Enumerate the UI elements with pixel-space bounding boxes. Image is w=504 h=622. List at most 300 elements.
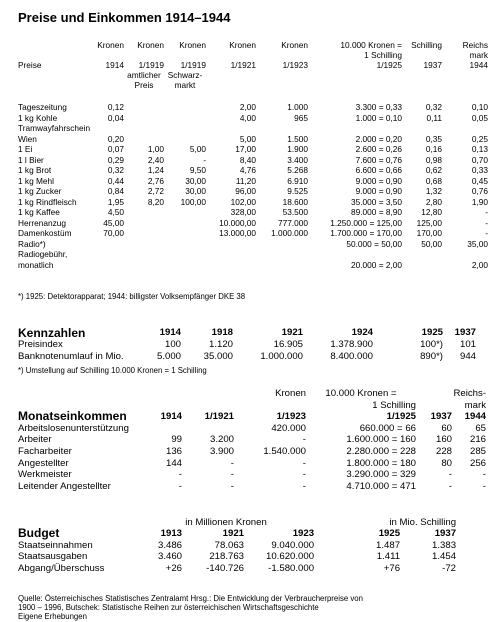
table-cell [124,134,164,145]
table-cell: 328,00 [230,207,256,217]
table-cell: 777.000 [278,217,308,228]
row-label: Abgang/Überschuss [18,562,105,574]
table-cell [256,239,308,250]
column-header: 1944 [464,411,486,423]
row-label: 1 kg Kohle [18,112,58,123]
table-cell: 8,40 [239,154,256,165]
table-cell: 0,98 [425,154,442,165]
column-header [442,70,488,80]
table-cell: - [178,480,182,492]
table-cell: 1.540.000 [263,445,306,457]
table-row [18,186,488,197]
table-cell: 1.250.000 = 125,00 [330,217,402,228]
table-cell: 1,00 [147,144,164,154]
table-cell: - [302,457,306,469]
table-cell: 4,00 [239,112,256,123]
table-cell: 89.000 = 8,90 [351,207,402,217]
table-cell: 2,00 [471,259,488,270]
row-label: Facharbeiter [18,445,72,457]
table-cell: 218.763 [209,551,244,563]
table-cell: 3.290.000 = 329 [346,469,416,481]
column-header: mark [464,399,486,411]
table-row [18,563,486,574]
table-cell: 2,72 [147,186,164,196]
column-header [206,50,256,60]
row-label: 1 kg Kaffee [18,207,60,217]
column-header [88,80,124,90]
column-header: 1937 [423,60,442,70]
table-cell: 0,13 [471,144,488,154]
table-cell: 96,00 [235,186,256,196]
table-cell: -72 [442,562,457,574]
column-header: 1 Schilling [364,50,402,60]
column-header: Kronen [229,40,256,50]
table-cell: 1,32 [425,186,442,196]
column-header [256,70,308,80]
table-cell [456,551,486,562]
table-cell: - [302,480,306,492]
column-header: 1944 [469,60,488,70]
row-label: Herrenanzug [18,217,66,228]
row-label: Preisindex [18,339,63,350]
table-cell: 99 [171,434,182,446]
row-label: Werkmeister [18,469,72,481]
table-cell [164,207,206,218]
column-header: 1/1921 [230,60,256,70]
table-cell: 125,00 [416,217,442,228]
table-cell [308,249,402,260]
table-cell: 35,00 [467,238,488,249]
table-header-row [18,70,488,80]
table-cell: 13.000,00 [219,228,256,238]
table-cell: 10.000,00 [219,217,256,228]
source-line: Quelle: Österreichisches Statistisches Zentralamt Hrsg.: Die Entwicklung der Verbraucherpreise von [18,594,363,603]
table-cell: 1.411 [376,551,401,563]
table-cell: 0,33 [471,165,488,175]
row-label: Wien [18,133,37,144]
column-header: 1/1919 [180,60,206,70]
column-header: Kronen [137,40,164,50]
table-cell: - [230,469,234,481]
table-cell [164,113,206,124]
table-header-row [18,528,486,539]
table-cell: 1.000 [287,102,308,112]
table-cell [124,123,164,134]
table-row [18,207,488,218]
table-cell: - [230,457,234,469]
table-cell: 0,11 [426,112,442,123]
table-cell: 35.000 = 3,50 [351,196,402,207]
table-cell: - [448,469,452,481]
table-cell: 1,90 [471,196,488,207]
table-cell: 0,05 [471,112,488,123]
table-cell: 16.905 [273,339,303,350]
row-label: Tramwayfahrschein [18,123,91,133]
table-cell: 8,20 [147,196,164,207]
table-cell: 1.000.000 [271,228,308,238]
column-header: Schilling [411,40,442,50]
table-cell: 45,00 [103,217,124,228]
table-cell: 1.500 [287,133,308,144]
table-cell: 0,68 [425,175,442,186]
table-cell [164,123,206,134]
table-cell: 80 [441,457,452,469]
column-header [256,80,308,90]
table-cell [402,249,442,260]
column-header [456,528,486,539]
page-title: Preise und Einkommen 1914–1944 [18,10,231,25]
table-cell [402,123,442,134]
table-row [18,446,486,458]
column-header: mark [469,50,488,60]
table-cell: 0,12 [107,102,124,112]
table-header-row [18,517,486,528]
table-cell [124,113,164,124]
table-row [18,144,488,155]
table-row [18,102,488,113]
table-cell: 18.600 [282,196,308,207]
table-row [18,249,488,260]
table-header-row [18,327,476,339]
table-cell: 20.000 = 2,00 [351,259,402,270]
table-row [18,339,476,351]
source-line: Eigene Erhebungen [18,612,87,621]
table-cell: 1,95 [107,196,124,207]
table-cell: - [302,469,306,481]
column-header [256,50,308,60]
table-row [18,134,488,145]
table-cell [88,249,124,260]
table-row [18,228,488,239]
section-title: Monatseinkommen [18,409,127,424]
table-cell: 4.710.000 = 471 [346,480,416,492]
column-header [206,70,256,80]
table-cell: 35.000 [203,351,233,362]
prices-table [18,40,488,270]
column-header: amtlicher [127,70,161,80]
table-cell [308,123,402,134]
row-label: Staatsausgaben [18,551,88,563]
table-row [18,155,488,166]
table-cell: 1.600.000 = 160 [346,434,416,446]
column-label [18,40,88,50]
table-cell: 0,16 [425,144,442,154]
table-cell [164,249,206,260]
row-label: Arbeiter [18,434,52,446]
column-header: 1/1919 [138,60,164,70]
table-cell: - [485,207,488,217]
table-cell: 9,50 [189,165,206,175]
table-cell [88,123,124,134]
table-cell: 8.400.000 [330,351,373,362]
table-cell: 2,80 [425,196,442,207]
table-cell: 0,29 [107,154,124,165]
table-row [18,469,486,481]
column-header [18,388,148,400]
row-label: 1 kg Brot [18,165,52,175]
row-label: monatlich [18,259,54,270]
table-cell [442,249,488,260]
column-header [308,80,402,90]
table-cell: 0,45 [471,175,488,186]
table-cell: 1.900 [287,144,308,154]
table-cell: 100,00 [180,196,206,207]
table-cell: - [178,469,182,481]
table-cell: 17,00 [235,144,256,154]
table-cell: 100*) [420,339,443,350]
column-header: 1925 [421,327,443,338]
table-cell [124,239,164,250]
column-header: Kronen [275,388,306,399]
table-cell: 9.040.000 [271,539,315,551]
column-header: 10.000 Kronen = [340,40,402,50]
table-cell: 78.063 [214,539,244,551]
table-cell: 944 [459,351,476,362]
column-header: 1/1925 [386,411,416,423]
table-cell: 160 [435,434,452,446]
table-cell: 9.525 [287,186,308,196]
table-row [18,239,488,250]
table-header-row [18,388,486,400]
table-cell: - [448,480,452,492]
table-cell: +26 [165,562,182,574]
table-cell: 1.120 [208,339,233,350]
table-row [18,458,486,470]
table-cell [256,260,308,271]
table-cell: 101 [459,339,476,350]
table-cell: 3.900 [209,445,234,457]
table-row [18,434,486,446]
table-cell: 2,40 [147,154,164,165]
row-label: 1 kg Mehl [18,175,54,186]
table-cell [164,134,206,145]
column-header: 1918 [211,327,233,338]
table-cell: 0,70 [471,154,488,165]
column-label [18,70,88,80]
table-cell: 0,76 [471,186,488,196]
table-cell: 256 [469,457,486,469]
table-cell: 5,00 [189,144,206,154]
table-cell [256,123,308,134]
row-label: Tageszeitung [18,102,67,112]
table-cell: 144 [165,457,182,469]
table-cell [124,218,164,229]
row-label: Damenkostüm [18,228,72,238]
table-cell: - [485,217,488,228]
table-cell: 1.383 [432,539,457,551]
table-cell: 5.268 [287,165,308,175]
column-header: 1924 [351,327,373,338]
column-header [182,388,234,400]
table-cell: 1.000 = 0,10 [355,112,402,123]
column-header [402,80,442,90]
kennzahlen-table [18,327,476,363]
column-header: 1913 [160,528,182,540]
table-cell: 50.000 = 50,00 [346,238,402,249]
table-row [18,551,486,562]
table-cell [164,218,206,229]
table-cell: 53.500 [282,207,308,217]
column-header [308,70,402,80]
table-cell: 2,00 [239,102,256,112]
column-header: 1914 [160,411,182,423]
table-cell: 285 [469,445,486,457]
table-header-row [18,80,488,90]
table-cell [124,228,164,239]
table-cell: 3.400 [287,154,308,165]
table-cell [124,260,164,271]
table-cell: 3.486 [157,539,182,551]
table-cell [206,123,256,134]
column-header: Preis [134,80,154,90]
table-cell [88,239,124,250]
table-cell [88,260,124,271]
table-cell: 965 [294,112,308,123]
row-label: Staatseinnahmen [18,539,93,551]
table-cell: 216 [469,434,486,446]
source-note [18,594,363,621]
table-cell [124,207,164,218]
column-header [164,50,206,60]
table-header-row [18,411,486,423]
column-header: Reichs- [453,388,486,399]
monatseinkommen-table [18,388,486,492]
table-cell [164,228,206,239]
column-header: 1/1923 [282,60,308,70]
table-cell: 3.300 = 0,33 [355,102,402,112]
table-cell: 9.000 = 0,90 [355,186,402,196]
table-cell: 5.000 [156,351,181,362]
row-label: Banknotenumlauf in Mio. [18,351,124,362]
table-cell [182,423,234,435]
table-cell: 2.600 = 0,26 [355,144,402,154]
column-header [416,400,452,412]
table-cell: 70,00 [103,228,124,238]
table-cell [164,102,206,113]
column-header: Schwarz- [167,70,203,80]
table-row [18,423,486,435]
table-cell: 3.200 [209,434,234,446]
row-label: 1 kg Rindfleisch [18,196,77,207]
table-cell: 1.454 [432,551,457,563]
table-cell: - [203,154,206,165]
column-header: 1925 [378,528,401,540]
table-cell: 1.378.900 [330,339,373,350]
table-cell: 1.800.000 = 180 [346,457,416,469]
table-cell: 0,20 [107,133,124,144]
table-cell [206,260,256,271]
row-label: Radio*) [18,238,46,249]
table-row [18,481,486,493]
row-label: Radiogebühr, [18,249,68,259]
table-cell [456,540,486,551]
column-group-header: in Mio. Schilling [389,517,457,528]
table-cell: 0,10 [471,102,488,112]
column-label: Preise [18,60,42,70]
table-cell: 0,62 [425,165,442,175]
column-header [402,50,442,60]
column-header: 1937 [454,327,476,338]
table-cell: 0,32 [107,165,124,175]
column-header [442,80,488,90]
table-row [18,260,488,271]
table-cell: 50,00 [421,238,442,249]
table-cell: 1.487 [376,539,401,551]
column-header [148,388,182,400]
table-cell [124,249,164,260]
table-cell: 0,07 [107,144,124,154]
table-cell: 420.000 [271,422,306,434]
table-cell: 2,76 [147,175,164,186]
column-header: 1921 [222,528,244,540]
table-row [18,113,488,124]
table-cell: 170,00 [416,228,442,238]
column-header: 1 Schilling [372,399,416,411]
table-cell: 1.000.000 [260,351,303,362]
column-header: 1937 [430,411,452,423]
table-header-row [18,40,488,50]
column-group-header: in Millionen Kronen [185,517,267,528]
table-cell: +76 [383,562,401,574]
table-cell: - [302,434,306,446]
column-header: 1/1925 [376,60,402,70]
column-header [416,388,452,400]
column-header [124,50,164,60]
table-cell: 9.000 = 0,90 [355,175,402,186]
column-header: 1923 [292,528,315,540]
column-header [148,400,182,412]
row-label: Leitender Angestellter [18,480,111,492]
table-row [18,176,488,187]
column-label [18,80,88,90]
prices-footnote: *) 1925: Detektorapparat; 1944: billigster Volksempfänger DKE 38 [18,292,246,301]
table-cell: 102,00 [230,196,256,207]
table-cell: - [482,469,486,481]
column-header [206,80,256,90]
column-header [88,50,124,60]
table-cell [456,563,486,574]
table-cell: -1.580.000 [268,562,315,574]
table-cell [124,102,164,113]
table-header-row [18,50,488,60]
column-header [402,70,442,80]
table-cell: 0,35 [425,133,442,144]
table-cell: 11,20 [235,175,256,186]
table-cell: 228 [435,445,452,457]
table-row [18,197,488,208]
table-cell: 2.280.000 = 228 [346,445,416,457]
column-header [234,400,306,412]
column-header: Reichs [462,40,488,50]
table-cell: 1.700.000 = 170,00 [330,228,402,238]
table-cell: 10.620.000 [266,551,315,563]
table-row [18,218,488,229]
table-cell: 0,04 [107,112,124,123]
table-row [18,165,488,176]
table-cell: 0,44 [107,175,124,186]
table-cell: 660.000 = 66 [359,422,416,434]
column-header: 1/1921 [204,411,234,423]
column-header: Kronen [281,40,308,50]
table-cell: 30,00 [185,175,206,186]
row-label: Angestellter [18,457,69,469]
table-cell: 0,32 [425,102,442,112]
table-cell: 5,00 [239,133,256,144]
column-header: 10.000 Kronen = [325,388,397,399]
column-header: 1914 [105,60,124,70]
budget-table [18,517,486,574]
table-cell: - [482,480,486,492]
